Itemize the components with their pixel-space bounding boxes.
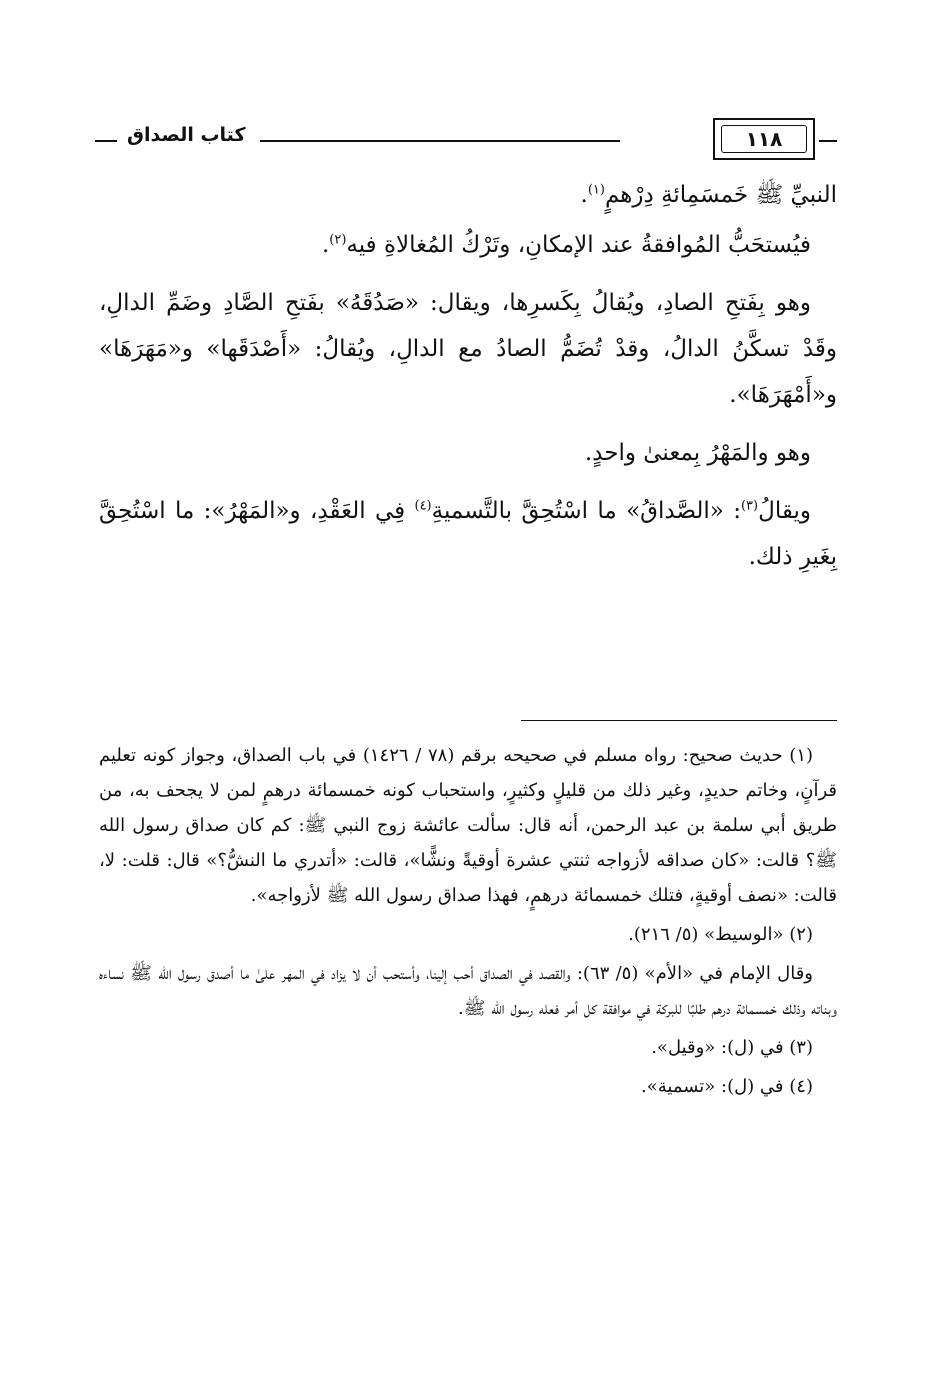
paragraph-2: فيُستحَبُّ المُوافقةُ عند الإمكانِ، وتَرْكُ المُغالاةِ فيه$^{(٢)}$. [321,232,811,258]
footnote-ref-3: (٣) [740,498,759,514]
footnote-2-continued: وقال الإمام في «الأم» (٥/ ٦٣): والقصد في الصداق أحب إلينا، وأستحب أن لا يزاد في المهر علىٰ ما أصدق رسول الله ﷺ نساءه وبناته وذلك خمسمائة درهم طلبًا للبركة في موافقة كل أمر فعله رسول الله ﷺ. [99,963,837,1019]
page-number-frame [713,118,815,160]
main-text [99,172,837,592]
footnote-ref-1: (١) [587,182,605,198]
footnote-4: (٤) في (ل): «تسمية». [641,1076,813,1097]
page-header [95,118,837,164]
footnote-ref-2: (٢) [329,232,347,248]
header-rule-right [819,140,837,142]
header-rule-middle [260,140,620,142]
footnote-separator [521,720,837,721]
footnote-1: (١) حديث صحيح: رواه مسلم في صحيحه برقم (٧٨ / ١٤٢٦) في باب الصداق، وجواز كونه تعليم قرآنٍ، وخاتم حديدٍ، وغير ذلك من قليلٍ وكثيرٍ، واستحباب كونه خمسمائة درهمٍ لمن لا يجحف به، من طريق أبي سلمة بن عبد الرحمن، أنه قال: سألت عائشة زوج النبي ﷺ: كم كان صداق رسول الله ﷺ؟ قالت: «كان صداقه لأزواجه ثنتي عشرة أوقيةً ونشًّا»، قالت: «أتدري ما النشُّ؟» قال: قلت: لا، قالت: «نصف أوقيةٍ، فتلك خمسمائة درهمٍ، فهذا صداق رسول الله ﷺ لأزواجه». [99,745,837,906]
paragraph-5: ويقالُ$^{(٣)}$: «الصَّداقُ» ما اسْتُحِقَّ بالتَّسميةِ$^{(٤)}$ فِي العَقْدِ، و«المَهْرُ»: ما اسْتُحِقَّ بِغَيرِ ذلك. [99,498,837,570]
footnote-3: (٣) في (ل): «وقيل». [651,1037,813,1058]
header-rule-left [95,140,117,142]
paragraph-4: وهو والمَهْرُ بِمعنىٰ واحدٍ. [584,440,811,466]
paragraph-3: وهو بِفَتحِ الصادِ، ويُقالُ بِكَسرِها، ويقال: «صَدُقَهُ» بفَتحِ الصَّادِ وضَمِّ الدالِ، وقَدْ تسكَّنُ الدالُ، وقدْ تُضَمُّ الصادُ مع الدالِ، ويُقالُ: «أَصْدَقَها» و«مَهَرَهَا» و«أَمْهَرَهَا». [99,290,837,408]
footnote-2: (٢) «الوسيط» (٥/ ٢١٦). [628,924,813,945]
footnote-ref-4: (٤) [414,498,432,514]
book-title: كتاب الصداق [127,124,246,146]
footnotes [99,738,837,1108]
paragraph-1: النبيِّ ﷺ خَمسَمِائةِ دِرْهمٍ$^{(١)}$. [580,182,837,208]
page-number: ١١٨ [721,125,807,153]
